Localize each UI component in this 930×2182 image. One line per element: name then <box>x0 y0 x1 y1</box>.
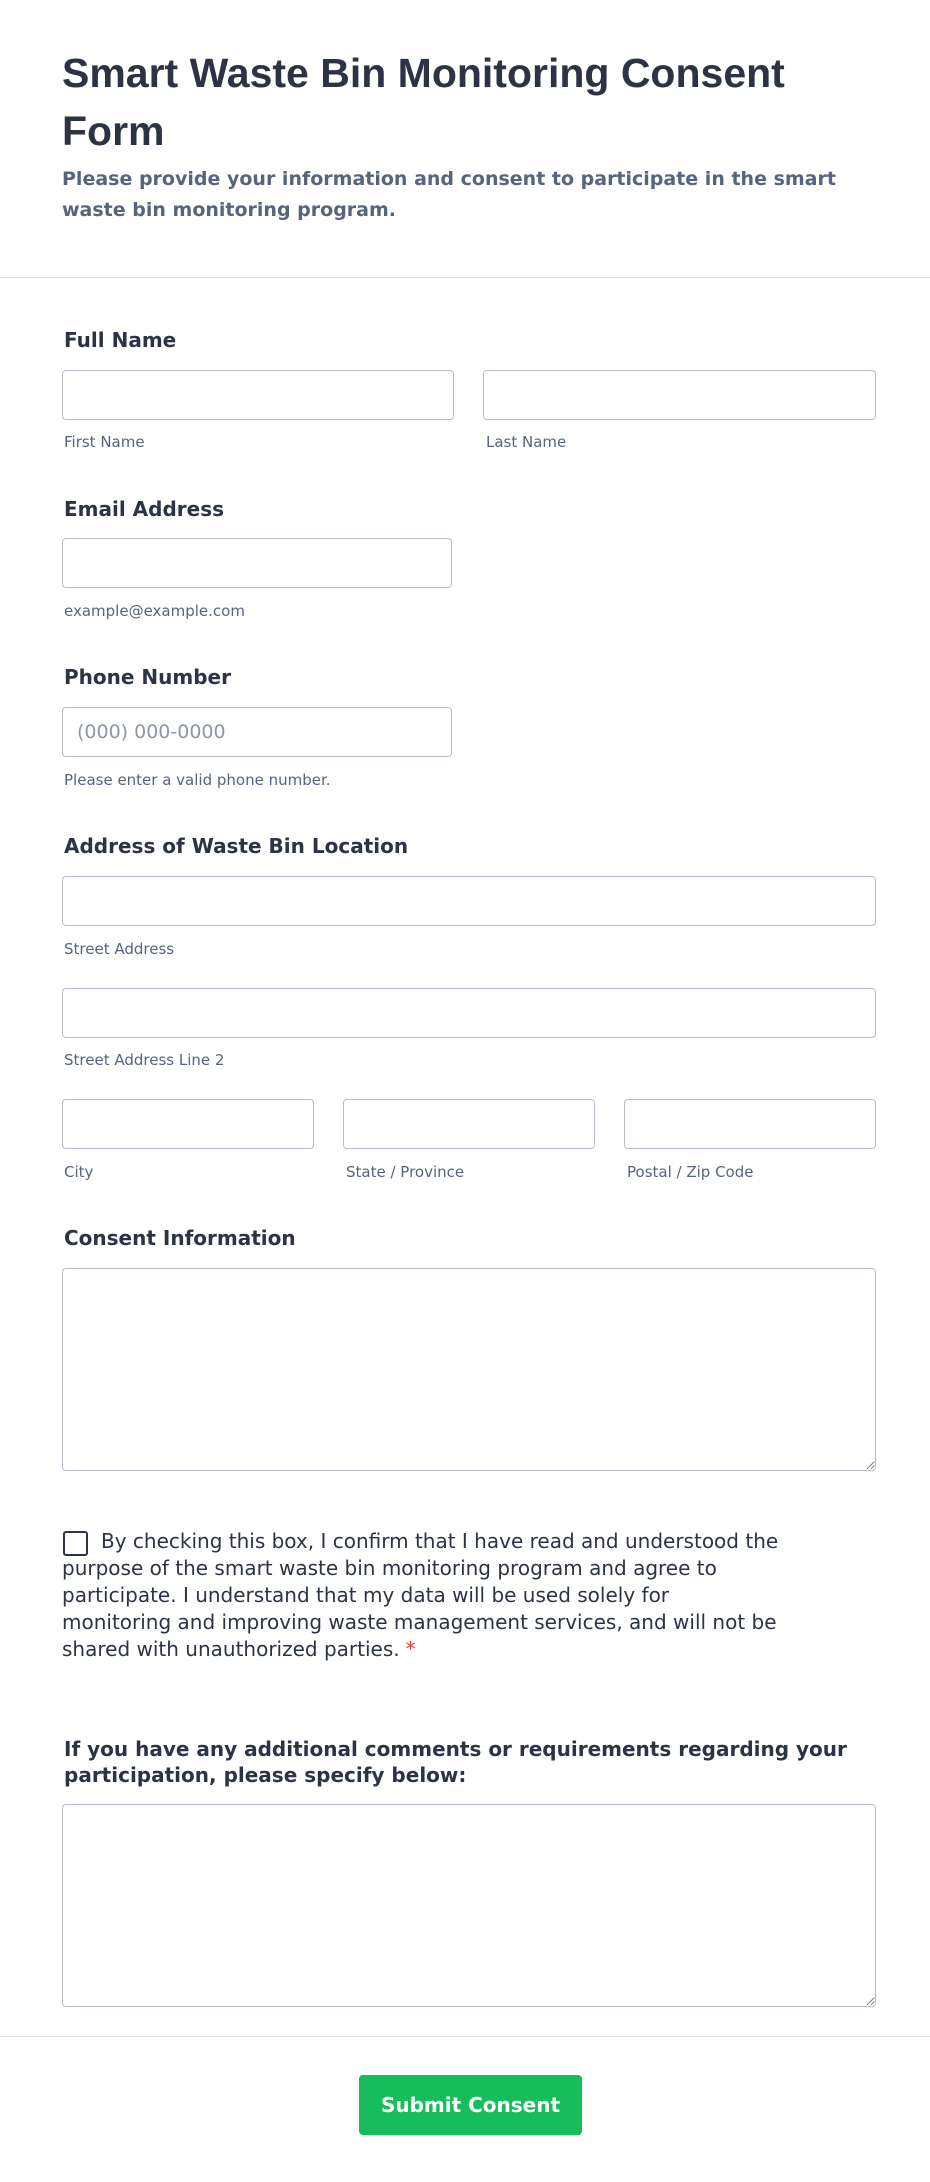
form-header <box>0 0 930 278</box>
first-name-input[interactable] <box>62 370 454 420</box>
email-field[interactable] <box>62 538 452 588</box>
city-input[interactable] <box>62 1099 314 1149</box>
street-address-line2-input[interactable] <box>62 988 876 1038</box>
phone-sublabel: Please enter a valid phone number. <box>64 771 331 789</box>
street-address-input[interactable] <box>62 876 876 926</box>
comments-textarea[interactable] <box>62 1804 876 2007</box>
city-sublabel: City <box>64 1163 94 1181</box>
required-asterisk: * <box>405 1637 416 1661</box>
postal-code-input[interactable] <box>624 1099 876 1149</box>
street-address-line2-sublabel: Street Address Line 2 <box>64 1051 225 1069</box>
consent-checkbox-label <box>62 1528 782 1663</box>
comments-label: If you have any additional comments or requirements regarding your participation, please specify below: <box>64 1737 847 1787</box>
full-name-label: Full Name <box>64 328 177 352</box>
consent-info-label: Consent Information <box>64 1226 296 1250</box>
state-province-sublabel: State / Province <box>346 1163 465 1181</box>
consent-info-textarea[interactable] <box>62 1268 876 1471</box>
address-label: Address of Waste Bin Location <box>64 834 409 858</box>
consent-checkbox-text: By checking this box, I confirm that I have read and understood the purpose of the smart waste bin monitoring program and agree to participate. I understand that my data will be used solely for monitoring and improving waste management services, and will not be shared with unauthorized parties. <box>62 1529 779 1661</box>
phone-input[interactable] <box>62 707 452 757</box>
first-name-sublabel: First Name <box>64 433 145 451</box>
state-province-input[interactable] <box>343 1099 595 1149</box>
phone-label: Phone Number <box>64 665 231 689</box>
street-address-sublabel: Street Address <box>64 940 175 958</box>
consent-checkbox[interactable] <box>63 1531 88 1556</box>
page-subtitle: Please provide your information and consent to participate in the smart waste bin monitoring program. <box>62 168 836 221</box>
postal-code-sublabel: Postal / Zip Code <box>627 1163 754 1181</box>
email-label: Email Address <box>64 497 225 521</box>
footer-divider <box>0 2036 930 2037</box>
page-title: Smart Waste Bin Monitoring Consent Form <box>62 50 785 154</box>
submit-consent-button[interactable]: Submit Consent <box>359 2075 582 2135</box>
last-name-input[interactable] <box>483 370 876 420</box>
last-name-sublabel: Last Name <box>486 433 567 451</box>
email-sublabel: example@example.com <box>64 602 245 620</box>
